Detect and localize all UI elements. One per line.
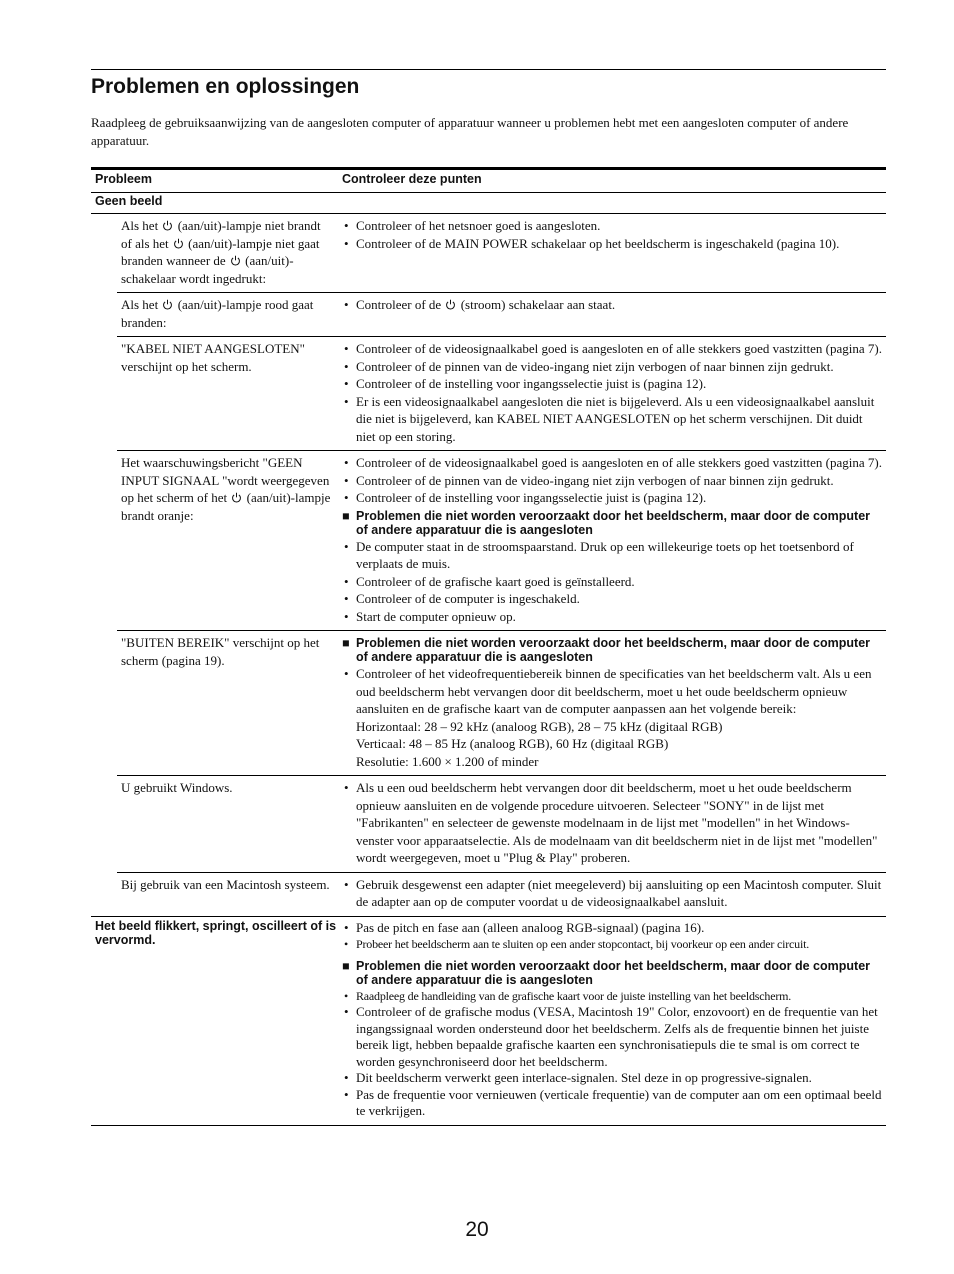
subheading: ■ Problemen die niet worden veroorzaakt door het beeldscherm, maar door de computer of andere apparatuur die is aangesloten <box>342 636 871 664</box>
check-cell <box>342 776 886 873</box>
column-header-problem: Probleem <box>91 169 342 193</box>
square-bullet-icon: ■ <box>342 508 350 523</box>
list-item: • Pas de frequentie voor vernieuwen (verticale frequentie) van de computer aan om een optimaal beeld te verkrijgen. <box>342 1087 882 1120</box>
list-item: • Controleer of de instelling voor ingangsselectie juist is (pagina 12). <box>342 375 882 393</box>
page-number: 20 <box>465 1218 489 1241</box>
problem-cell: Bij gebruik van een Macintosh systeem. <box>117 872 342 916</box>
troubleshooting-table <box>91 167 886 1126</box>
list-item: • Controleer of de MAIN POWER schakelaar op het beeldscherm is ingeschakeld (pagina 10). <box>342 235 882 253</box>
list-item: • De computer staat in de stroomspaarstand. Druk op een willekeurige toets op het toetsenbord of verplaats de muis. <box>342 538 882 573</box>
table-row <box>91 337 886 451</box>
intro-paragraph: Raadpleeg de gebruiksaanwijzing van de aangesloten computer of apparatuur wanneer u problemen hebt met een aangesloten computer of andere apparatuur. <box>91 115 849 148</box>
list-item: • Er is een videosignaalkabel aangesloten die niet is bijgeleverd. Als u een videosignaalkabel aansluit die niet is bijgeleverd, kan KABEL NIET AANGESLOTEN op het scherm verschijnen. Dit duidt niet op een storing. <box>342 393 882 446</box>
problem-cell: "BUITEN BEREIK" verschijnt op het scherm (pagina 19). <box>117 631 342 776</box>
check-cell <box>342 293 886 337</box>
square-bullet-icon: ■ <box>342 636 350 650</box>
list-item: • Controleer of de videosignaalkabel goed is aangesloten en of alle stekkers goed vastzitten (pagina 7). <box>342 454 882 472</box>
list-item: • Controleer of de grafische modus (VESA, Macintosh 19" Color, enzovoort) en de frequentie van het ingangssignaal worden ondersteund door het beeldscherm. Zelfs als de frequentie binnen het juiste bereik ligt, hebben bepaalde grafische kaarten een synchronisatiepuls die te smal is om correct te worden gesynchroniseerd door het beeldscherm. <box>342 1004 882 1070</box>
power-icon <box>162 220 173 231</box>
table-header-row <box>91 169 886 193</box>
power-icon <box>445 299 456 310</box>
check-cell <box>342 916 886 1125</box>
page-title: Problemen en oplossingen <box>91 75 360 98</box>
table-row <box>91 293 886 337</box>
problem-cell: U gebruikt Windows. <box>117 776 342 873</box>
subheading: ■ Problemen die niet worden veroorzaakt door het beeldscherm, maar door de computer of andere apparatuur die is aangesloten <box>342 508 871 537</box>
list-item: • Controleer of het netsnoer goed is aangesloten. <box>342 217 882 235</box>
power-icon <box>231 492 242 503</box>
list-item: • Controleer of de pinnen van de video-ingang niet zijn verbogen of naar binnen zijn gedrukt. <box>342 358 882 376</box>
section-row <box>91 193 886 214</box>
power-icon <box>162 299 173 310</box>
table-row <box>91 451 886 631</box>
subheading: ■ Problemen die niet worden veroorzaakt door het beeldscherm, maar door de computer of andere apparatuur die is aangesloten <box>342 958 871 987</box>
check-cell <box>342 214 886 293</box>
problem-cell: "KABEL NIET AANGESLOTEN" verschijnt op het scherm. <box>117 337 342 451</box>
check-cell <box>342 451 886 631</box>
table-row <box>91 631 886 776</box>
check-cell <box>342 872 886 916</box>
list-item: • Controleer of de videosignaalkabel goed is aangesloten en of alle stekkers goed vastzitten (pagina 7). <box>342 340 882 358</box>
range-vertical: Verticaal: 48 – 85 Hz (analoog RGB), 60 Hz (digitaal RGB) <box>356 736 669 751</box>
table-row <box>91 214 886 293</box>
problem-cell: Als het (aan/uit)-lampje rood gaat branden: <box>117 293 342 337</box>
power-icon <box>230 255 241 266</box>
check-cell <box>342 631 886 776</box>
list-item: • Raadpleeg de handleiding van de grafische kaart voor de juiste instelling van het beeldscherm. <box>342 988 882 1005</box>
list-item: • Als u een oud beeldscherm hebt vervangen door dit beeldscherm, moet u het oude beeldscherm opnieuw aansluiten en de volgende procedure uitvoeren. Selecteer "SONY" in de lijst met "Fabrikanten" en selecteer de gewenste modelnaam in de lijst met "modellen" in het Windows-venster voor apparaatselectie. Als de modelnaam van dit beeldscherm niet in de lijst met "modellen" wordt weergegeven, moet u "Plug & Play" proberen. <box>342 779 882 867</box>
list-item: • Controleer of het videofrequentiebereik binnen de specificaties van het beeldscherm valt. Als u een oud beeldscherm hebt vervangen door dit beeldscherm, moet u het oude beeldscherm opnieuw aansluiten en de grafische kaart van de computer aanpassen aan het volgende bereik: Horizontaal: 28 – 92 kHz (analoog RGB), 28 – 75 kHz (digitaal RGB) Verticaal: 48 – 85 Hz (analoog RGB), 60 Hz (digitaal RGB) Resolutie: 1.600 × 1.200 of minder <box>342 665 882 770</box>
list-item: • Gebruik desgewenst een adapter (niet meegeleverd) bij aansluiting op een Macintosh computer. Sluit de adapter aan op de computer voordat u de videosignaalkabel aansluit. <box>342 876 882 911</box>
check-cell <box>342 337 886 451</box>
list-item: • Controleer of de instelling voor ingangsselectie juist is (pagina 12). <box>342 489 882 507</box>
problem-cell: Als het (aan/uit)-lampje niet brandt of als het (aan/uit)-lampje niet gaat branden wanneer de (aan/uit)-schakelaar wordt ingedrukt: <box>117 214 342 293</box>
power-icon <box>173 238 184 249</box>
list-item: • Pas de pitch en fase aan (alleen analoog RGB-signaal) (pagina 16). <box>342 920 882 937</box>
list-item: • Controleer of de grafische kaart goed is geïnstalleerd. <box>342 573 882 591</box>
range-horizontal: Horizontaal: 28 – 92 kHz (analoog RGB), 28 – 75 kHz (digitaal RGB) <box>356 718 723 734</box>
document-page <box>91 69 886 1126</box>
list-item: • Controleer of de (stroom) schakelaar aan staat. <box>342 296 882 314</box>
problem-cell: Het waarschuwingsbericht "GEEN INPUT SIGNAAL "wordt weergegeven op het scherm of het (aan/uit)-lampje brandt oranje: <box>117 451 342 631</box>
list-item: • Controleer of de computer is ingeschakeld. <box>342 590 882 608</box>
list-item: • Probeer het beeldscherm aan te sluiten op een ander stopcontact, bij voorkeur op een ander circuit. <box>342 936 882 953</box>
top-rule <box>91 69 886 70</box>
problem-cell-flicker: Het beeld flikkert, springt, oscilleert of is vervormd. <box>91 916 342 1125</box>
section-title-no-image: Geen beeld <box>91 193 886 214</box>
list-item: • Start de computer opnieuw op. <box>342 608 882 626</box>
list-item: • Dit beeldscherm verwerkt geen interlace-signalen. Stel deze in op progressive-signalen. <box>342 1070 882 1087</box>
table-row <box>91 916 886 1125</box>
column-header-check: Controleer deze punten <box>342 169 886 193</box>
range-resolution: Resolutie: 1.600 × 1.200 of minder <box>356 753 539 769</box>
table-row <box>91 776 886 873</box>
table-row <box>91 872 886 916</box>
list-item: • Controleer of de pinnen van de video-ingang niet zijn verbogen of naar binnen zijn gedrukt. <box>342 472 882 490</box>
square-bullet-icon: ■ <box>342 958 350 973</box>
